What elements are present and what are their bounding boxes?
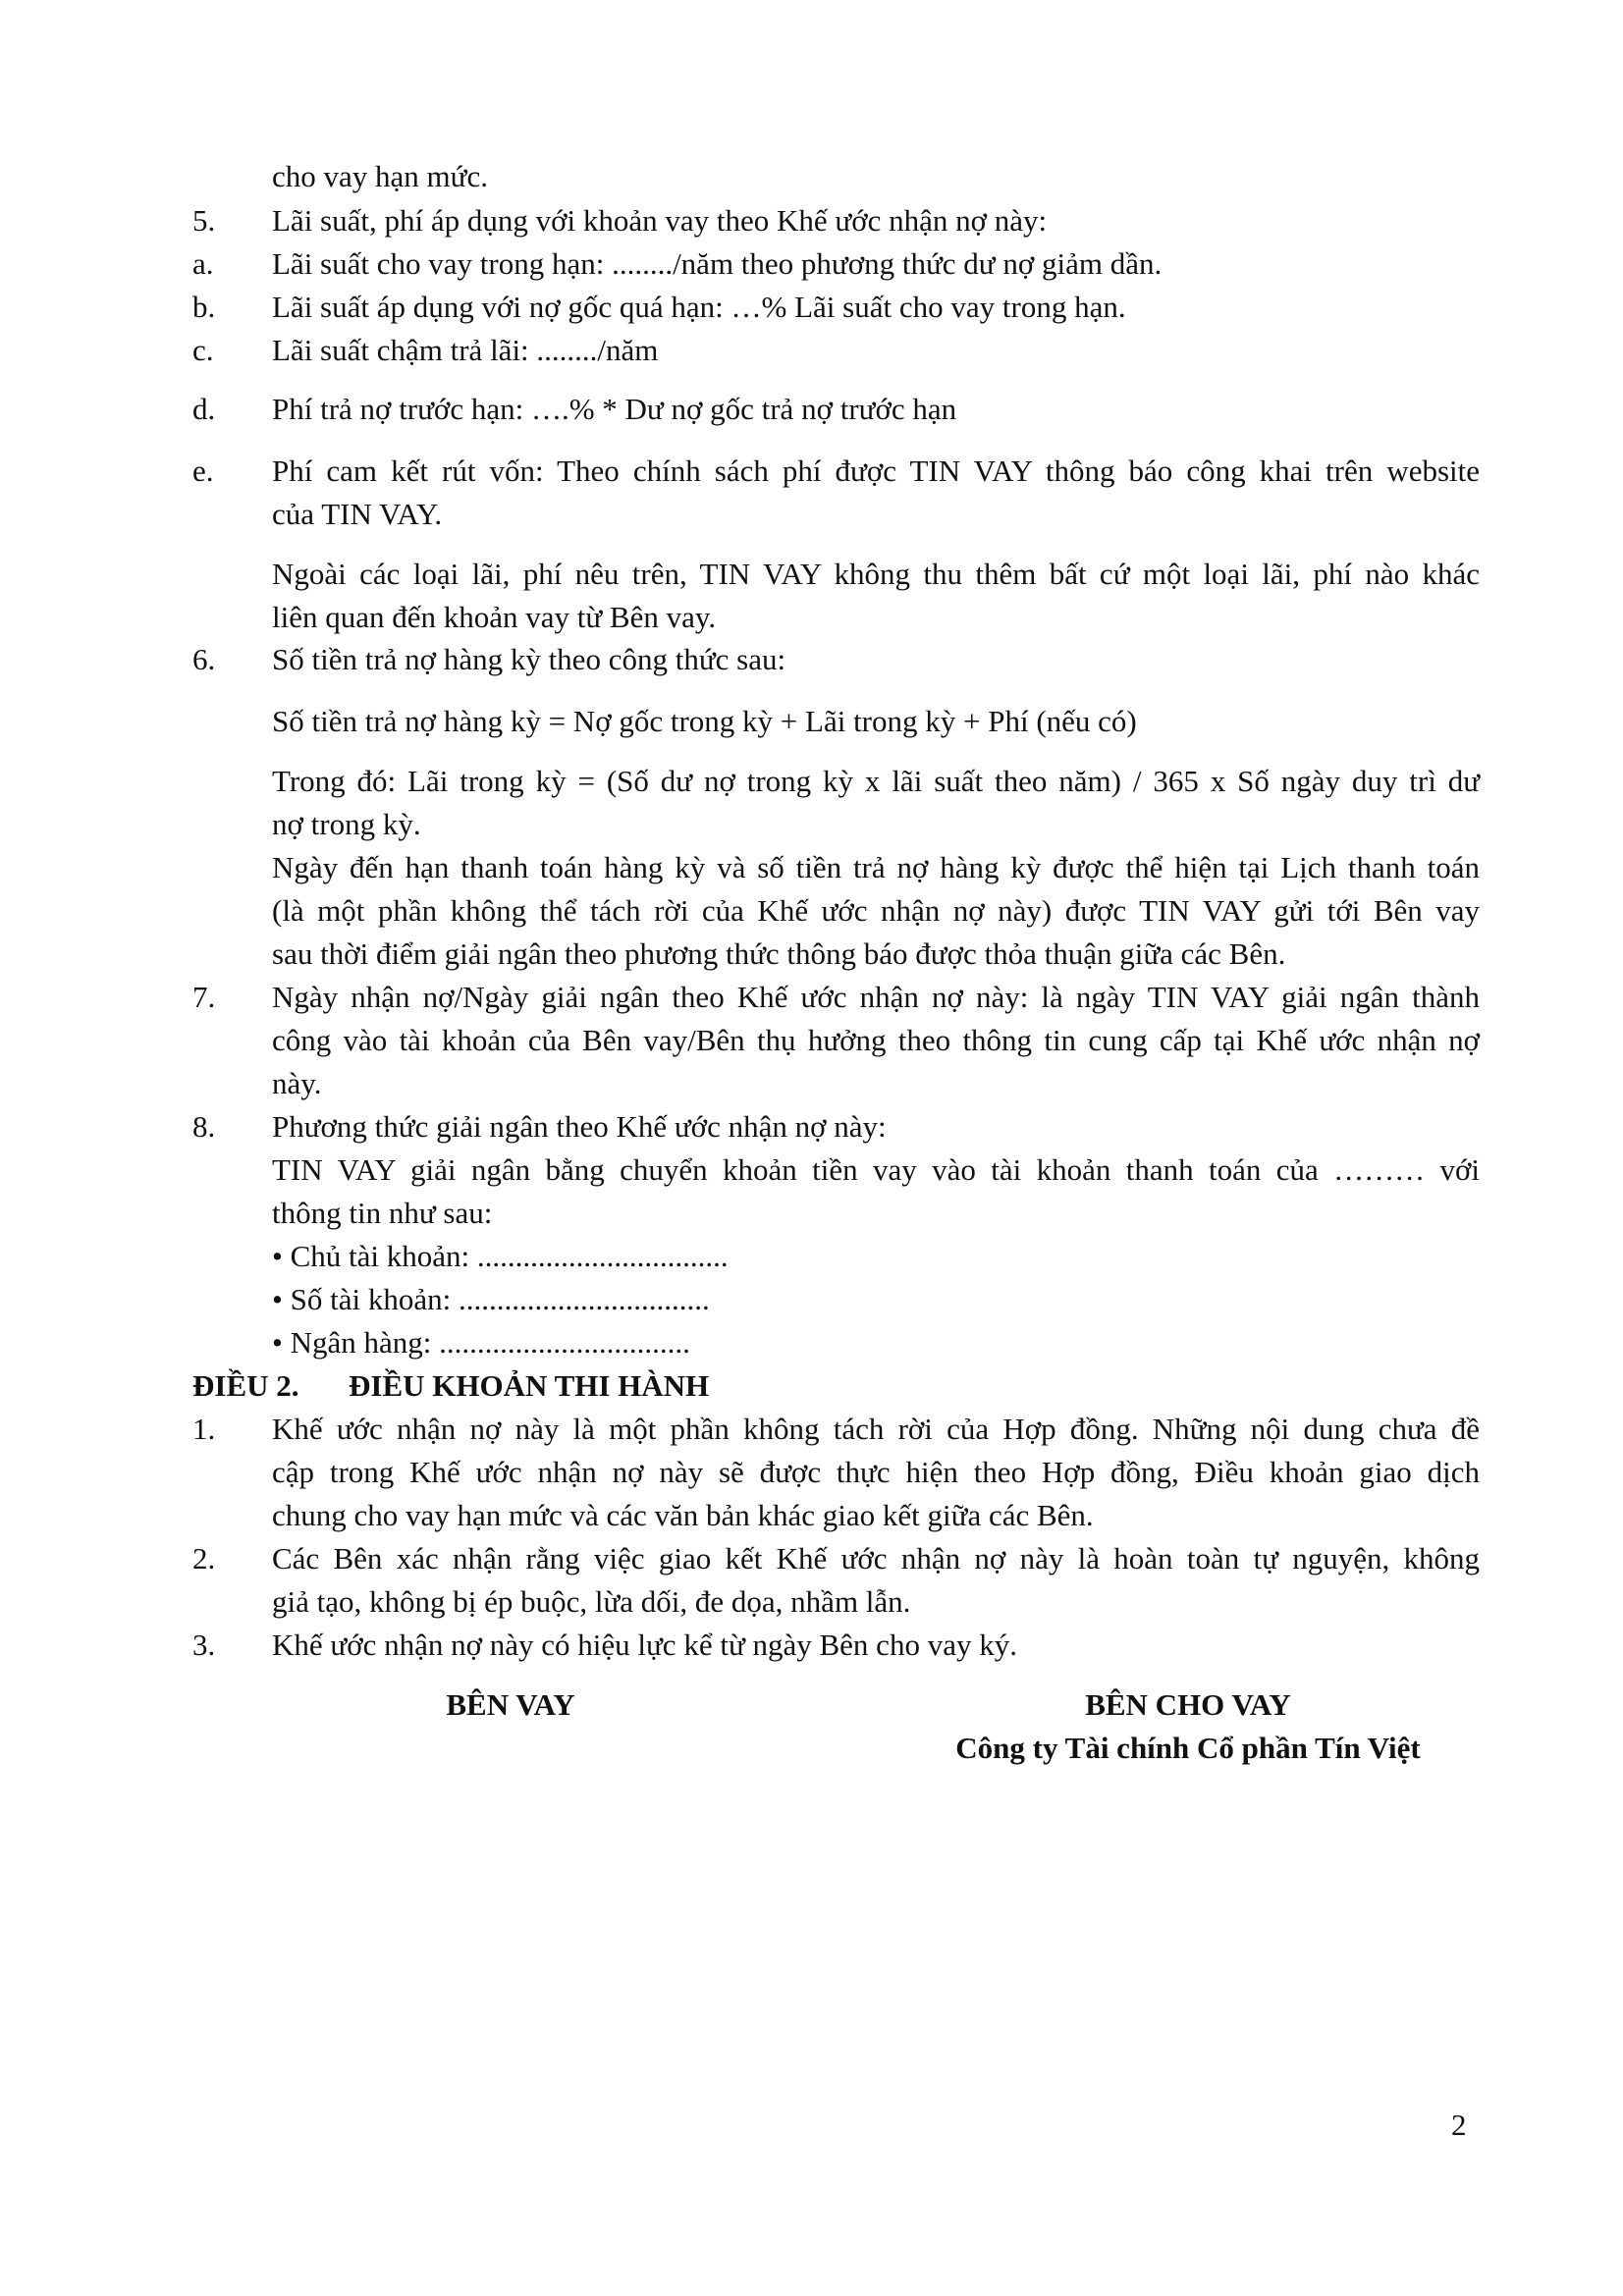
item-letter: d.	[192, 392, 216, 426]
text-line: chung cho vay hạn mức và các văn bản khác giao kết giữa các Bên.	[272, 1498, 1094, 1532]
item-letter: e.	[192, 454, 214, 488]
item-number: 3.	[192, 1628, 216, 1662]
text-line: giả tạo, không bị ép buộc, lừa dối, đe dọa, nhầm lẫn.	[272, 1584, 911, 1619]
text-line: Ngày nhận nợ/Ngày giải ngân theo Khế ước nhận nợ này: là ngày TIN VAY giải ngân thành	[272, 980, 1480, 1014]
text-line: công vào tài khoản của Bên vay/Bên thụ hưởng theo thông tin cung cấp tại Khế ước nhận nợ	[272, 1023, 1480, 1057]
text-line: của TIN VAY.	[272, 497, 443, 531]
text-line: Lãi suất áp dụng với nợ gốc quá hạn: …% Lãi suất cho vay trong hạn.	[272, 290, 1126, 324]
article-number: ĐIỀU 2.	[192, 1368, 299, 1403]
text-line: sau thời điểm giải ngân theo phương thức thông báo được thỏa thuận giữa các Bên.	[272, 936, 1286, 971]
item-letter: a.	[192, 246, 214, 281]
item-number: 1.	[192, 1412, 216, 1446]
text-line: Lãi suất cho vay trong hạn: ......../năm theo phương thức dư nợ giảm dần.	[272, 246, 1163, 281]
text-line: Phí cam kết rút vốn: Theo chính sách phí được TIN VAY thông báo công khai trên website	[272, 454, 1480, 488]
text-line: Lãi suất chậm trả lãi: ......../năm	[272, 333, 659, 367]
text-line: Ngày đến hạn thanh toán hàng kỳ và số tiền trả nợ hàng kỳ được thể hiện tại Lịch thanh toán	[272, 850, 1480, 884]
text-line: nợ trong kỳ.	[272, 807, 421, 841]
item-letter: b.	[192, 290, 216, 324]
bank-line: • Ngân hàng: .................................	[272, 1325, 690, 1360]
text-line: thông tin như sau:	[272, 1196, 493, 1230]
article-title: ĐIỀU KHOẢN THI HÀNH	[349, 1368, 710, 1403]
text-line: Khế ước nhận nợ này là một phần không tách rời của Hợp đồng. Những nội dung chưa đề	[272, 1412, 1480, 1446]
text-line: Khế ước nhận nợ này có hiệu lực kể từ ngày Bên cho vay ký.	[272, 1628, 1017, 1662]
text-line: (là một phần không thể tách rời của Khế ước nhận nợ này) được TIN VAY gửi tới Bên vay	[272, 893, 1480, 928]
item-number: 2.	[192, 1541, 216, 1575]
text-line: cập trong Khế ước nhận nợ này sẽ được thực hiện theo Hợp đồng, Điều khoản giao dịch	[272, 1455, 1480, 1489]
lender-company-name: Công ty Tài chính Cổ phần Tín Việt	[955, 1731, 1421, 1765]
item-letter: c.	[192, 333, 214, 367]
item-number: 8.	[192, 1109, 216, 1144]
formula-line: Số tiền trả nợ hàng kỳ = Nợ gốc trong kỳ + Lãi trong kỳ + Phí (nếu có)	[272, 704, 1137, 738]
account-number-line: • Số tài khoản: .................................	[272, 1282, 710, 1316]
text-line: Số tiền trả nợ hàng kỳ theo công thức sau:	[272, 642, 786, 676]
borrower-signature-label: BÊN VAY	[446, 1687, 575, 1722]
text-line: Phí trả nợ trước hạn: ….% * Dư nợ gốc trả nợ trước hạn	[272, 392, 957, 426]
text-line: Trong đó: Lãi trong kỳ = (Số dư nợ trong kỳ x lãi suất theo năm) / 365 x Số ngày duy trì dư	[272, 764, 1480, 798]
text-line: Lãi suất, phí áp dụng với khoản vay theo Khế ước nhận nợ này:	[272, 203, 1048, 238]
item-number: 7.	[192, 980, 216, 1014]
text-line: liên quan đến khoản vay từ Bên vay.	[272, 600, 717, 634]
text-line: cho vay hạn mức.	[272, 159, 488, 193]
item-number: 6.	[192, 642, 216, 676]
account-holder-line: • Chủ tài khoản: .................................	[272, 1239, 729, 1273]
text-line: Phương thức giải ngân theo Khế ước nhận nợ này:	[272, 1109, 887, 1144]
lender-signature-label: BÊN CHO VAY	[1085, 1687, 1291, 1722]
text-line: TIN VAY giải ngân bằng chuyển khoản tiền vay vào tài khoản thanh toán của ……… với	[272, 1152, 1480, 1187]
text-line: này.	[272, 1066, 322, 1100]
page-number: 2	[1451, 2108, 1467, 2142]
text-line: Ngoài các loại lãi, phí nêu trên, TIN VAY không thu thêm bất cứ một loại lãi, phí nào khác	[272, 557, 1480, 591]
text-line: Các Bên xác nhận rằng việc giao kết Khế ước nhận nợ này là hoàn toàn tự nguyện, không	[272, 1541, 1480, 1575]
item-number: 5.	[192, 203, 216, 238]
